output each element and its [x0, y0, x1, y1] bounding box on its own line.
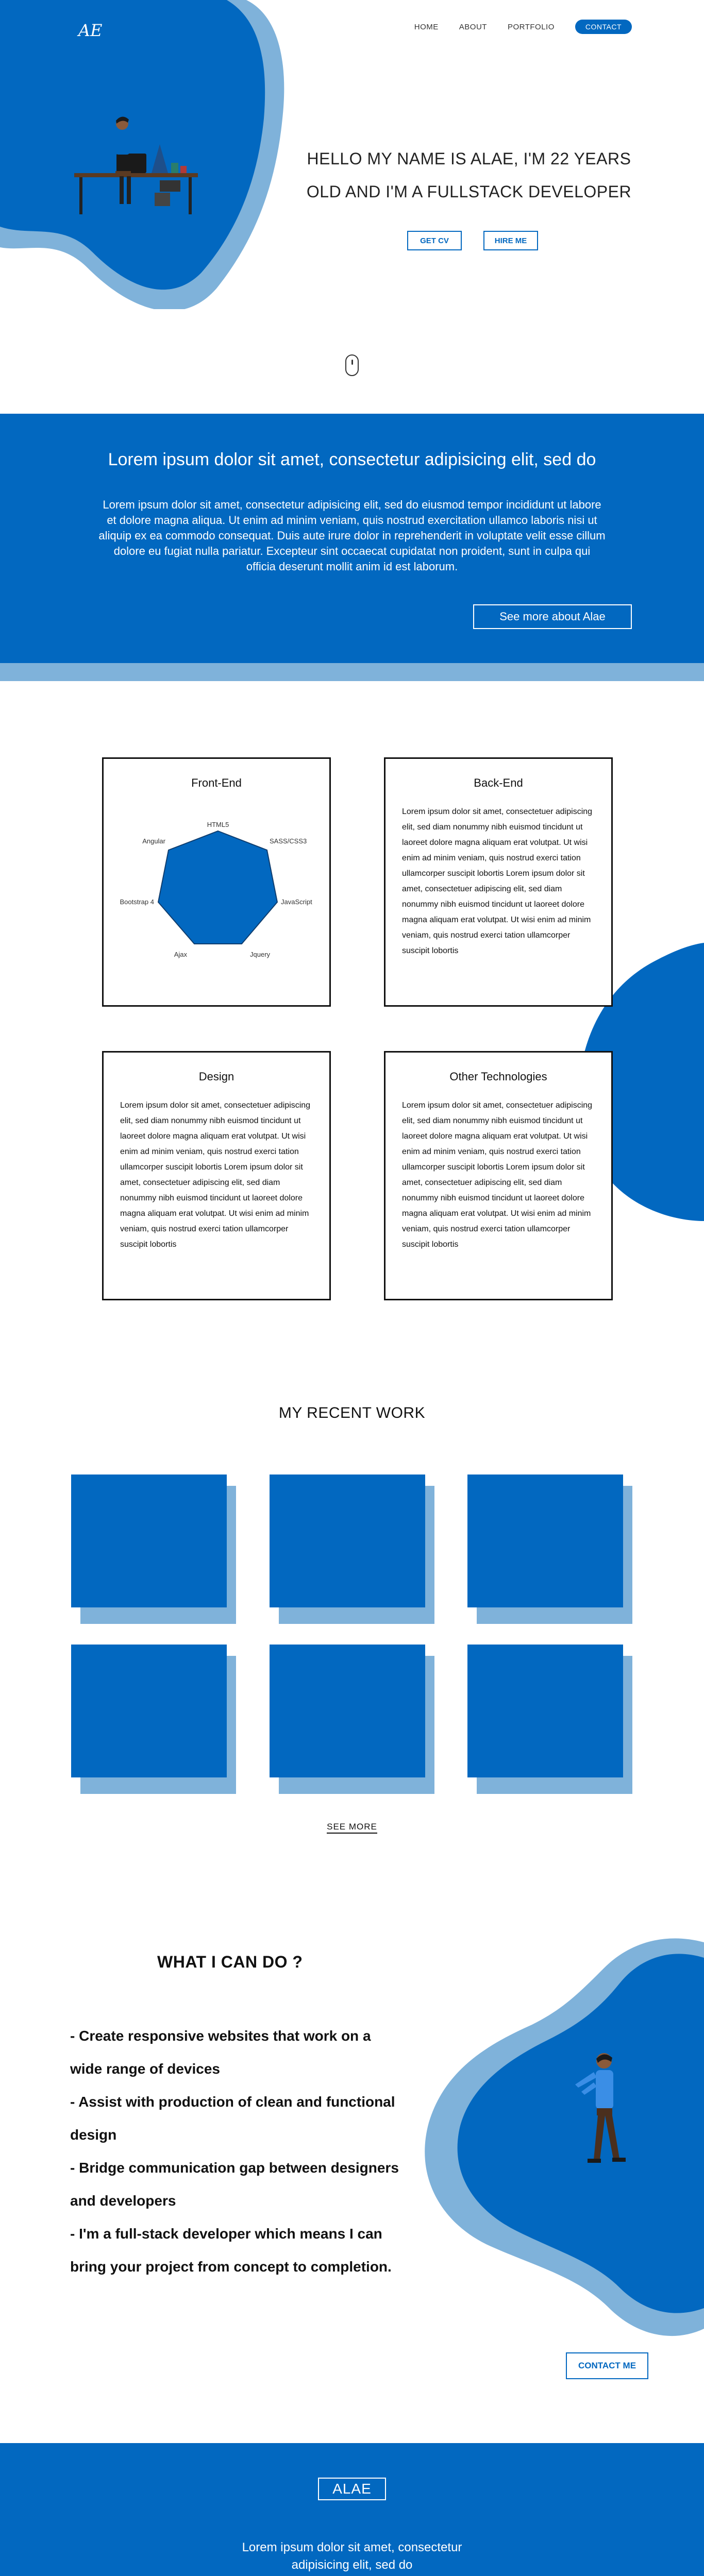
- see-more-link: [0, 1822, 704, 1832]
- work-item[interactable]: [71, 1475, 236, 1624]
- radar-axis-label: Bootstrap 4: [120, 898, 154, 906]
- skill-card-title: Other Technologies: [449, 1070, 547, 1083]
- site-logo[interactable]: AE: [78, 21, 103, 40]
- skill-card-frontend: [102, 757, 331, 1007]
- hero-title-line-1: HELLO MY NAME IS ALAE, I'M 22 YEARS: [307, 149, 631, 168]
- skill-card-text: Lorem ipsum dolor sit amet, consectetuer adipiscing elit, sed diam nonummy nibh euismod tincidunt ut laoreet dolore magna aliquam erat volutpat. Ut wisi enim ad minim veniam, quis nostrud exerci tation ullamcorper suscipit lobortis Lorem ipsum dolor sit amet, consectetuer adipiscing elit, sed diam nonummy nibh euismod tincidunt ut laoreet dolore magna aliquam erat volutpat. Ut wisi enim ad minim veniam, quis nostrud exerci tation ullamcorper suscipit lobortis: [402, 807, 593, 955]
- list-item: - I'm a full-stack developer which means I can bring your project from concept to completion.: [70, 2226, 392, 2275]
- radar-axis-label: Ajax: [174, 951, 187, 958]
- hero-title: [304, 142, 634, 208]
- top-navigation: [414, 20, 632, 34]
- nav-home-link[interactable]: HOME: [414, 22, 439, 31]
- skill-card-design: [102, 1051, 331, 1300]
- skill-card-other-technologies: [384, 1051, 613, 1300]
- list-item: - Assist with production of clean and functional design: [70, 2094, 395, 2143]
- can-do-blob-illustration: [424, 1937, 704, 2339]
- skill-card-text: Lorem ipsum dolor sit amet, consectetuer adipiscing elit, sed diam nonummy nibh euismod tincidunt ut laoreet dolore magna aliquam erat volutpat. Ut wisi enim ad minim veniam, quis nostrud exerci tation ullamcorper suscipit lobortis Lorem ipsum dolor sit amet, consectetuer adipiscing elit, sed diam nonummy nibh euismod tincidunt ut laoreet dolore magna aliquam erat volutpat. Ut wisi enim ad minim veniam, quis nostrud exerci tation ullamcorper suscipit lobortis: [120, 1101, 311, 1249]
- hire-me-button[interactable]: HIRE ME: [483, 231, 538, 250]
- list-item: - Bridge communication gap between designers and developers: [70, 2160, 399, 2209]
- work-item[interactable]: [71, 1645, 236, 1794]
- radar-axis-label: HTML5: [207, 821, 229, 828]
- skill-card-backend: [384, 757, 613, 1007]
- recent-work-title: MY RECENT WORK: [278, 1404, 426, 1421]
- see-more-link-text[interactable]: SEE MORE: [327, 1822, 377, 1834]
- skill-card-title: Back-End: [474, 776, 523, 789]
- what-i-can-do-title: WHAT I CAN DO ?: [157, 1953, 303, 1971]
- work-item[interactable]: [467, 1475, 632, 1624]
- skill-card-title: Design: [198, 1070, 234, 1083]
- capabilities-list: [70, 2020, 400, 2283]
- see-more-about-button[interactable]: See more about Alae: [473, 604, 632, 629]
- about-heading: Lorem ipsum dolor sit amet, consectetur adipisicing elit, sed do: [108, 450, 596, 469]
- skill-card-title: Front-End: [191, 776, 242, 789]
- about-section: [0, 414, 704, 663]
- radar-axis-label: Angular: [142, 837, 165, 845]
- footer-tagline: Lorem ipsum dolor sit amet, consectetur adipisicing elit, sed do: [242, 2540, 462, 2572]
- hero-section: [0, 0, 704, 412]
- work-item[interactable]: [270, 1645, 434, 1794]
- work-item[interactable]: [467, 1645, 632, 1794]
- person-shirt: [596, 2070, 613, 2109]
- about-text: Lorem ipsum dolor sit amet, consectetur adipisicing elit, sed do eiusmod tempor incididunt ut labore et dolore magna aliqua. Ut enim ad minim veniam, quis nostrud exercitation ullamco laboris nisi ut aliquip ex ea commodo consequat. Duis aute irure dolor in reprehenderit in voluptate velit esse cillum dolore eu fugiat nulla pariatur. Excepteur sint occaecat cupidatat non proident, sunt in culpa qui officia deserunt mollit anim id est laborum.: [98, 498, 606, 573]
- nav-about-link[interactable]: ABOUT: [459, 22, 487, 31]
- radar-axis-label: SASS/CSS3: [270, 837, 307, 845]
- footer: [0, 2443, 704, 2576]
- radar-axis-label: JavaScript: [281, 898, 312, 906]
- developer-desk-illustration: [72, 113, 201, 216]
- frontend-radar-chart: [115, 810, 321, 980]
- scroll-down-mouse-icon[interactable]: [345, 354, 359, 376]
- footer-logo[interactable]: ALAE: [318, 2478, 386, 2500]
- contact-me-button[interactable]: CONTACT ME: [566, 2352, 648, 2379]
- skill-card-text: Lorem ipsum dolor sit amet, consectetuer adipiscing elit, sed diam nonummy nibh euismod tincidunt ut laoreet dolore magna aliquam erat volutpat. Ut wisi enim ad minim veniam, quis nostrud exerci tation ullamcorper suscipit lobortis Lorem ipsum dolor sit amet, consectetuer adipiscing elit, sed diam nonummy nibh euismod tincidunt ut laoreet dolore magna aliquam erat volutpat. Ut wisi enim ad minim veniam, quis nostrud exerci tation ullamcorper suscipit lobortis: [402, 1101, 593, 1249]
- radar-axis-label: Jquery: [250, 951, 271, 958]
- hero-title-line-2: OLD AND I'M A FULLSTACK DEVELOPER: [306, 182, 632, 201]
- radar-skill-polygon: [158, 831, 277, 944]
- list-item: - Create responsive websites that work on a wide range of devices: [70, 2028, 371, 2077]
- about-bottom-strip: [0, 663, 704, 681]
- nav-portfolio-link[interactable]: PORTFOLIO: [507, 22, 555, 31]
- get-cv-button[interactable]: GET CV: [407, 231, 462, 250]
- work-item[interactable]: [270, 1475, 434, 1624]
- nav-contact-button[interactable]: CONTACT: [575, 20, 632, 34]
